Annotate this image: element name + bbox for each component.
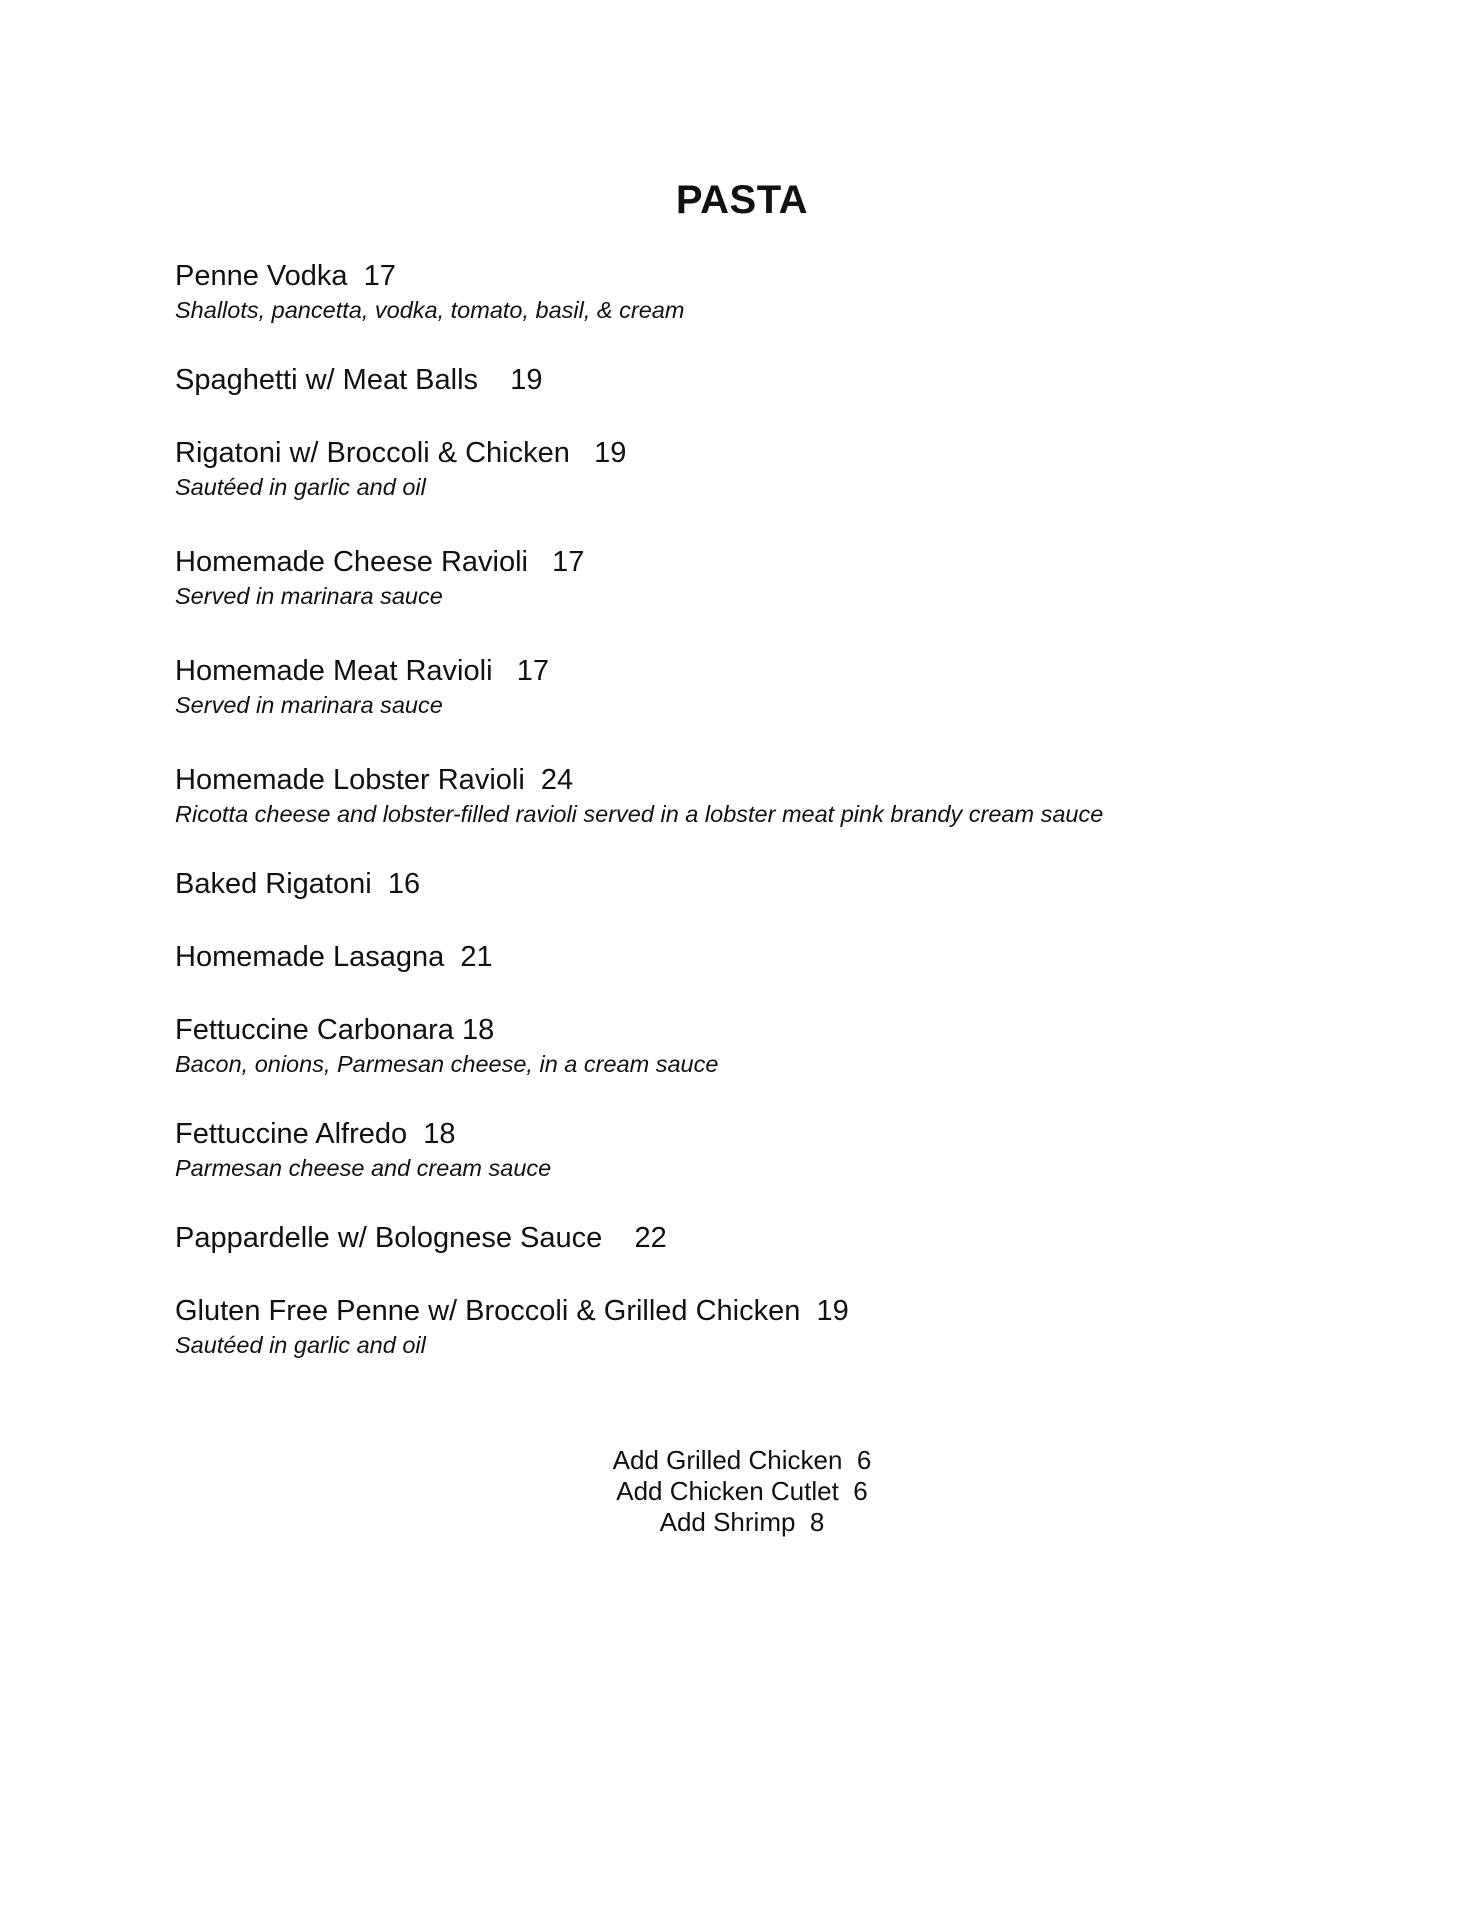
menu-item-price: 17	[363, 260, 396, 292]
addon-label: Add Shrimp	[659, 1507, 796, 1537]
menu-item-price: 22	[634, 1222, 667, 1254]
menu-item-description: Sautéed in garlic and oil	[175, 474, 426, 500]
addon-price: 8	[809, 1507, 825, 1537]
menu-item-line	[175, 1012, 718, 1048]
page-title: PASTA	[675, 178, 809, 222]
menu-item-sep	[478, 364, 510, 396]
menu-item-price: 24	[540, 764, 574, 796]
menu-item-line	[175, 1116, 551, 1152]
menu-item-description: Bacon, onions, Parmesan cheese, in a cream sauce	[175, 1051, 719, 1077]
menu-item-name: Pappardelle w/ Bolognese Sauce	[175, 1222, 603, 1254]
menu-item-price: 17	[516, 655, 549, 687]
addon-label: Add Grilled Chicken	[612, 1445, 843, 1475]
menu-item-line	[175, 1293, 849, 1329]
menu-item-line	[175, 258, 684, 294]
menu-item-line	[175, 653, 549, 689]
addons-list	[0, 1445, 1484, 1538]
menu-item-name: Homemade Meat Ravioli	[175, 655, 493, 687]
menu-item-line	[175, 866, 420, 902]
menu-item-description: Sautéed in garlic and oil	[175, 1332, 426, 1358]
menu-item-sep	[493, 655, 517, 687]
menu-item-line	[175, 762, 1103, 798]
addon-price: 6	[856, 1445, 872, 1475]
addon-label: Add Chicken Cutlet	[616, 1476, 839, 1506]
menu-item-name: Fettuccine Alfredo	[175, 1118, 408, 1150]
menu-item-price: 18	[423, 1118, 456, 1150]
menu-item-price: 18	[461, 1014, 495, 1046]
menu-item-sep	[570, 437, 594, 469]
menu-item	[175, 258, 684, 326]
menu-item	[175, 362, 543, 398]
menu-item-line	[175, 362, 543, 398]
menu-item-sep	[800, 1295, 816, 1327]
menu-item	[175, 435, 626, 503]
menu-item-price: 19	[594, 437, 627, 469]
menu-item-name: Baked Rigatoni	[175, 868, 372, 900]
menu-item-sep	[525, 764, 541, 796]
addon-item	[0, 1476, 1484, 1507]
menu-item-price: 19	[816, 1295, 849, 1327]
addon-price: 6	[853, 1476, 868, 1506]
menu-item-name: Rigatoni w/ Broccoli & Chicken	[175, 437, 570, 469]
menu-item	[175, 1293, 849, 1361]
menu-item	[175, 866, 420, 902]
menu-item-name: Homemade Lasagna	[175, 941, 445, 973]
menu-item	[175, 544, 584, 612]
menu-item-name: Homemade Cheese Ravioli	[175, 546, 528, 578]
menu-item-name: Penne Vodka	[175, 260, 348, 292]
menu-item-name: Fettuccine Carbonara	[175, 1014, 454, 1046]
menu-item-line	[175, 939, 493, 975]
menu-item-sep	[407, 1118, 423, 1150]
addon-item	[0, 1445, 1484, 1476]
menu-item-description: Served in marinara sauce	[175, 583, 443, 609]
menu-item-name: Gluten Free Penne w/ Broccoli & Grilled Chicken	[175, 1295, 801, 1327]
menu-item-price: 17	[552, 546, 585, 578]
menu-item	[175, 653, 549, 721]
menu-item-description: Parmesan cheese and cream sauce	[175, 1155, 552, 1181]
addon-item	[0, 1507, 1484, 1538]
menu-item-sep	[372, 868, 388, 900]
menu-item-name: Spaghetti w/ Meat Balls	[175, 364, 479, 396]
menu-item	[175, 1116, 551, 1184]
menu-item	[175, 939, 493, 975]
menu-item-price: 16	[387, 868, 421, 900]
menu-item-description: Served in marinara sauce	[175, 692, 443, 718]
menu-item-description: Shallots, pancetta, vodka, tomato, basil, & cream	[175, 297, 685, 323]
menu-item-sep	[602, 1222, 634, 1254]
menu-item-line	[175, 435, 626, 471]
menu-item-price: 21	[460, 941, 493, 973]
menu-item-line	[175, 1220, 667, 1256]
menu-item-sep	[528, 546, 552, 578]
menu-item	[175, 1012, 718, 1080]
menu-item	[175, 762, 1103, 830]
menu-item-sep	[444, 941, 460, 973]
menu-item-line	[175, 544, 584, 580]
menu-item-description: Ricotta cheese and lobster-filled ravioli served in a lobster meat pink brandy cream sauce	[175, 801, 1104, 827]
menu-item-sep	[348, 260, 364, 292]
menu-item	[175, 1220, 667, 1256]
menu-item-sep	[454, 1014, 462, 1046]
menu-item-price: 19	[510, 364, 543, 396]
menu-item-name: Homemade Lobster Ravioli	[175, 764, 525, 796]
